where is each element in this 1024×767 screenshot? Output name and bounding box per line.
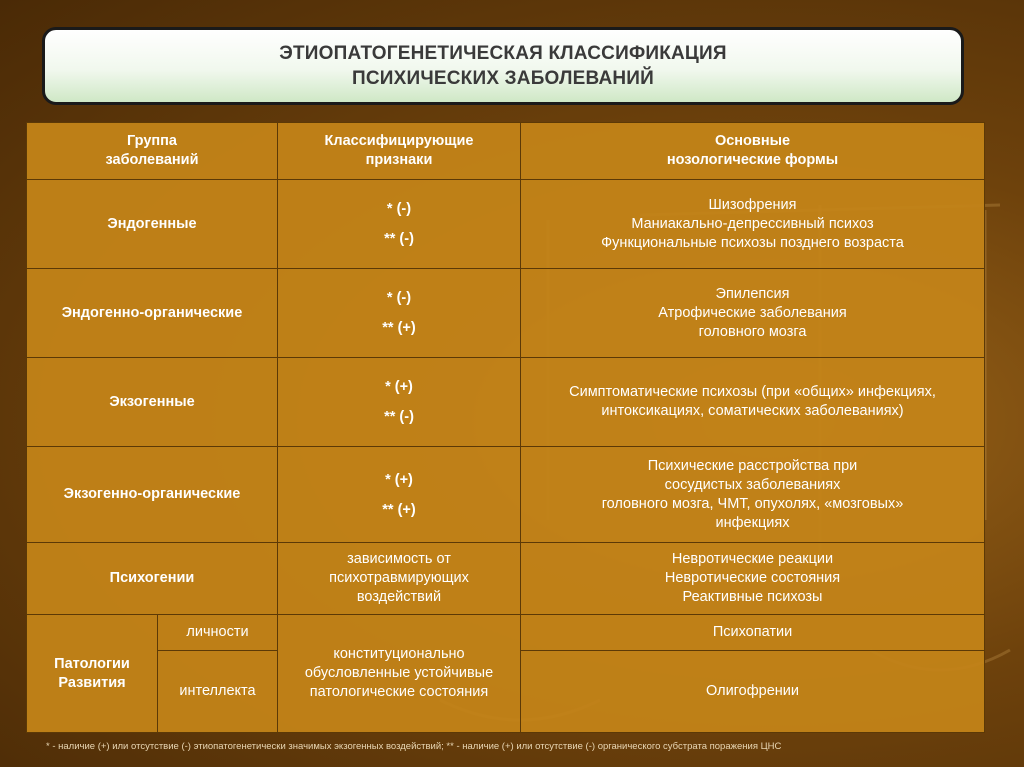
signs-cell: зависимость от психотравмирующих воздействий <box>278 543 521 615</box>
classification-table <box>26 122 985 733</box>
table-row <box>27 543 985 615</box>
header-group: Группа заболеваний <box>27 123 278 180</box>
signs-cell: * (+) ** (+) <box>278 447 521 543</box>
title-banner <box>42 27 964 105</box>
subgroup-cell: личности <box>158 615 278 651</box>
forms-cell: Эпилепсия Атрофические заболевания головного мозга <box>521 269 985 358</box>
title-line-2: ПСИХИЧЕСКИХ ЗАБОЛЕВАНИЙ <box>351 68 655 89</box>
table-row <box>27 615 985 651</box>
title-line-1: ЭТИОПАТОГЕНЕТИЧЕСКАЯ КЛАССИФИКАЦИЯ <box>279 43 727 64</box>
signs-cell: * (+) ** (-) <box>278 358 521 447</box>
header-signs: Классифицирующие признаки <box>278 123 521 180</box>
table-row <box>27 358 985 447</box>
forms-cell: Невротические реакции Невротические состояния Реактивные психозы <box>521 543 985 615</box>
group-cell: Экзогенно-органические <box>27 447 278 543</box>
forms-cell: Шизофрения Маниакально-депрессивный психоз Функциональные психозы позднего возраста <box>521 180 985 269</box>
subgroup-cell: интеллекта <box>158 651 278 733</box>
table-row <box>27 269 985 358</box>
signs-cell: * (-) ** (+) <box>278 269 521 358</box>
group-cell: Экзогенные <box>27 358 278 447</box>
table-header-row <box>27 123 985 180</box>
table-row <box>27 180 985 269</box>
group-cell: Психогении <box>27 543 278 615</box>
signs-cell: конституционально обусловленные устойчивые патологические состояния <box>278 615 521 733</box>
table-row <box>27 447 985 543</box>
forms-cell: Психические расстройства при сосудистых заболеваниях головного мозга, ЧМТ, опухолях, «мозговых» инфекциях <box>521 447 985 543</box>
signs-cell: * (-) ** (-) <box>278 180 521 269</box>
group-cell: Эндогенные <box>27 180 278 269</box>
forms-cell: Олигофрении <box>521 651 985 733</box>
group-cell-development: Патологии Развития <box>27 615 158 733</box>
footnote: * - наличие (+) или отсутствие (-) этиопатогенетически значимых экзогенных воздействий; ** - наличие (+) или отсутствие (-) органического субстрата поражения ЦНС <box>46 741 782 752</box>
forms-cell: Психопатии <box>521 615 985 651</box>
header-forms: Основные нозологические формы <box>521 123 985 180</box>
forms-cell: Симптоматические психозы (при «общих» инфекциях, интоксикациях, соматических заболеваниях) <box>521 358 985 447</box>
group-cell: Эндогенно-органические <box>27 269 278 358</box>
